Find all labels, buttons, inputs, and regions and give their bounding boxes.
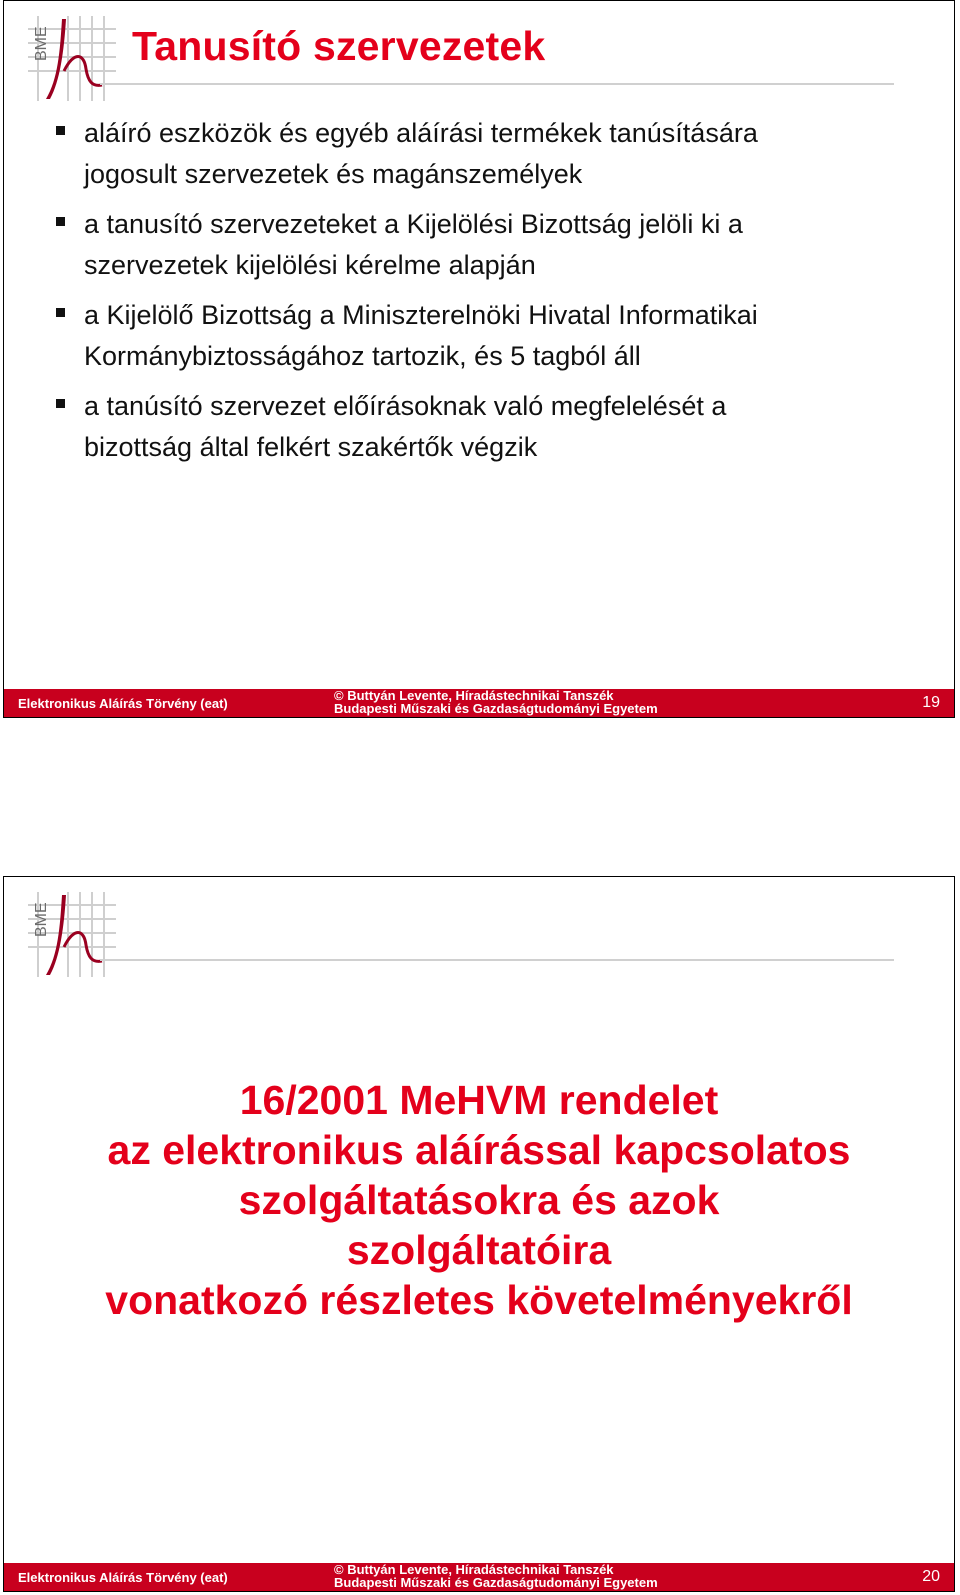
section-title-line: szolgáltatásokra és azok — [238, 1177, 720, 1223]
page-number: 20 — [922, 1568, 940, 1585]
svg-text:BME: BME — [33, 902, 50, 937]
bullet-text-line: Kormánybiztosságához tartozik, és 5 tagból áll — [84, 341, 641, 371]
bullet-text-line: a tanúsító szervezet előírásoknak való megfelelését a — [84, 391, 727, 421]
bullet-text-line: jogosult szervezetek és magánszemélyek — [84, 159, 583, 189]
bullet-icon — [56, 126, 65, 135]
footer-university: Budapesti Műszaki és Gazdaságtudományi Egyetem — [334, 701, 658, 716]
slide-19 — [3, 0, 955, 718]
section-title-line: szolgáltatóira — [346, 1227, 612, 1273]
bme-logo-icon — [18, 887, 118, 982]
list-item — [56, 113, 936, 195]
footer-copyright: © Buttyán Levente, Híradástechnikai Tanszék — [334, 1562, 614, 1577]
bullet-icon — [56, 399, 65, 408]
section-title-line: 16/2001 MeHVM rendelet — [239, 1077, 719, 1123]
header-divider — [100, 959, 894, 961]
bme-logo-icon — [18, 11, 118, 106]
header-divider — [100, 83, 894, 85]
bullet-text-line: a tanusító szervezeteket a Kijelölési Bizottság jelöli ki a — [84, 209, 743, 239]
list-item — [56, 386, 936, 468]
slide-20 — [3, 876, 955, 1592]
slide-title: Tanusító szervezetek — [132, 23, 546, 69]
list-item — [56, 204, 936, 286]
footer-copyright: © Buttyán Levente, Híradástechnikai Tanszék — [334, 688, 614, 703]
bullet-text-line: aláíró eszközök és egyéb aláírási termékek tanúsítására — [84, 118, 758, 148]
footer-university: Budapesti Műszaki és Gazdaságtudományi Egyetem — [334, 1575, 658, 1590]
list-item — [56, 295, 936, 377]
slide-footer — [4, 1563, 954, 1591]
footer-credits — [334, 1563, 658, 1589]
section-title-line: vonatkozó részletes követelményekről — [105, 1277, 853, 1323]
section-title — [24, 1075, 934, 1325]
bullet-text-line: szervezetek kijelölési kérelme alapján — [84, 250, 536, 280]
footer-course-title: Elektronikus Aláírás Törvény (eat) — [18, 1570, 228, 1585]
svg-text:BME: BME — [33, 26, 50, 61]
bullet-icon — [56, 308, 65, 317]
slide-footer — [4, 689, 954, 717]
bullet-text-line: bizottság által felkért szakértők végzik — [84, 432, 538, 462]
section-title-line: az elektronikus aláírással kapcsolatos — [107, 1127, 851, 1173]
bullet-list — [56, 113, 936, 477]
bullet-icon — [56, 217, 65, 226]
bullet-text-line: a Kijelölő Bizottság a Miniszterelnöki Hivatal Informatikai — [84, 300, 758, 330]
footer-credits — [334, 689, 658, 715]
page-number: 19 — [922, 694, 940, 711]
footer-course-title: Elektronikus Aláírás Törvény (eat) — [18, 696, 228, 711]
